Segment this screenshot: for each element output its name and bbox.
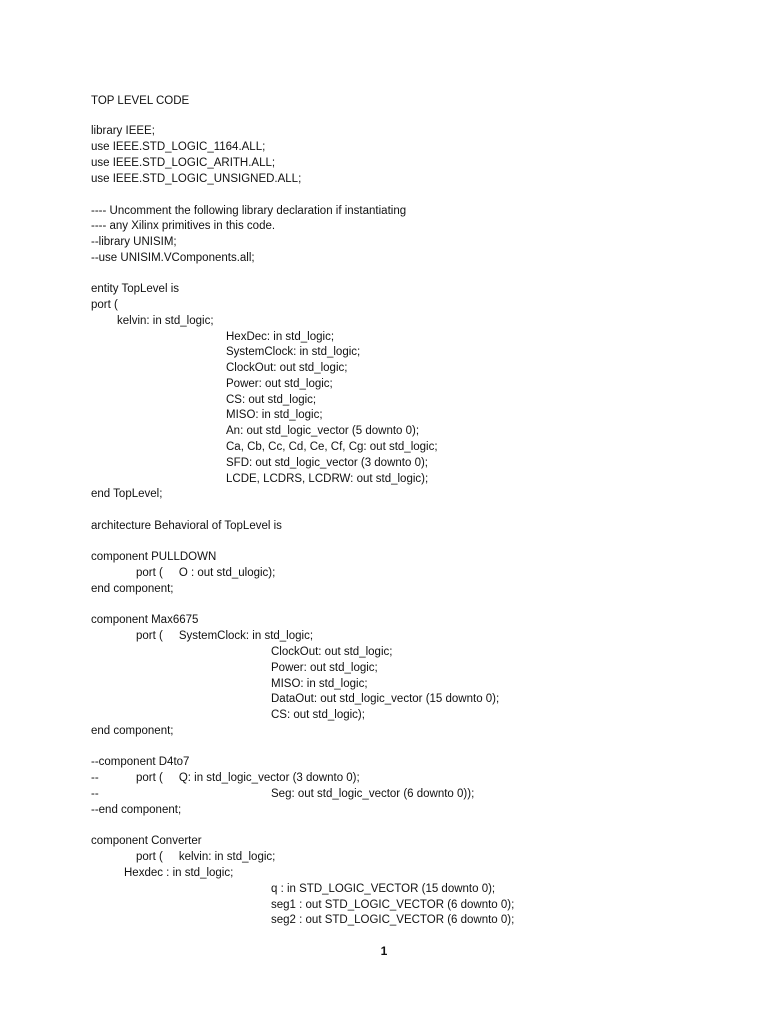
code-line: component Converter <box>91 835 202 847</box>
code-line: use IEEE.STD_LOGIC_UNSIGNED.ALL; <box>91 173 302 185</box>
code-line: -- <box>91 772 99 784</box>
code-line: seg2 : out STD_LOGIC_VECTOR (6 downto 0); <box>271 914 515 926</box>
code-line: Power: out std_logic; <box>226 378 333 390</box>
code-line: Seg: out std_logic_vector (6 downto 0)); <box>271 788 475 800</box>
code-line: Hexdec : in std_logic; <box>124 867 234 879</box>
code-line: DataOut: out std_logic_vector (15 downto 0); <box>271 693 500 705</box>
code-line: --library UNISIM; <box>91 236 177 248</box>
code-line: TOP LEVEL CODE <box>91 95 190 107</box>
code-line: LCDE, LCDRS, LCDRW: out std_logic); <box>226 473 429 485</box>
code-line: q : in STD_LOGIC_VECTOR (15 downto 0); <box>271 883 496 895</box>
code-line: --end component; <box>91 804 182 816</box>
code-line: --component D4to7 <box>91 756 190 768</box>
code-line: end component; <box>91 725 174 737</box>
code-line: port ( SystemClock: in std_logic; <box>136 630 314 642</box>
code-line: --use UNISIM.VComponents.all; <box>91 252 255 264</box>
code-line: library IEEE; <box>91 125 155 137</box>
code-line: An: out std_logic_vector (5 downto 0); <box>226 425 420 437</box>
code-line: port ( <box>91 299 118 311</box>
code-line: end TopLevel; <box>91 488 163 500</box>
code-line: use IEEE.STD_LOGIC_ARITH.ALL; <box>91 157 276 169</box>
code-line: architecture Behavioral of TopLevel is <box>91 520 282 532</box>
code-line: MISO: in std_logic; <box>226 409 323 421</box>
code-line: ClockOut: out std_logic; <box>226 362 348 374</box>
code-line: Power: out std_logic; <box>271 662 378 674</box>
code-line: Ca, Cb, Cc, Cd, Ce, Cf, Cg: out std_logic; <box>226 441 438 453</box>
code-line: ---- Uncomment the following library declaration if instantiating <box>91 205 407 217</box>
code-line: port ( kelvin: in std_logic; <box>136 851 276 863</box>
code-line: kelvin: in std_logic; <box>117 315 214 327</box>
code-line: end component; <box>91 583 174 595</box>
page-number: 1 <box>380 944 388 958</box>
code-line: CS: out std_logic; <box>226 394 317 406</box>
code-line: port ( O : out std_ulogic); <box>136 567 276 579</box>
code-line: ClockOut: out std_logic; <box>271 646 393 658</box>
code-line: entity TopLevel is <box>91 283 180 295</box>
code-line: MISO: in std_logic; <box>271 678 368 690</box>
code-line: seg1 : out STD_LOGIC_VECTOR (6 downto 0); <box>271 899 515 911</box>
code-line: SFD: out std_logic_vector (3 downto 0); <box>226 457 428 469</box>
code-line: port ( Q: in std_logic_vector (3 downto 0); <box>136 772 360 784</box>
code-line: ---- any Xilinx primitives in this code. <box>91 220 276 232</box>
code-line: component Max6675 <box>91 614 199 626</box>
code-line: HexDec: in std_logic; <box>226 331 335 343</box>
code-line: SystemClock: in std_logic; <box>226 346 361 358</box>
code-line: use IEEE.STD_LOGIC_1164.ALL; <box>91 141 266 153</box>
code-line: CS: out std_logic); <box>271 709 365 721</box>
code-line: -- <box>91 788 99 800</box>
code-line: component PULLDOWN <box>91 551 217 563</box>
